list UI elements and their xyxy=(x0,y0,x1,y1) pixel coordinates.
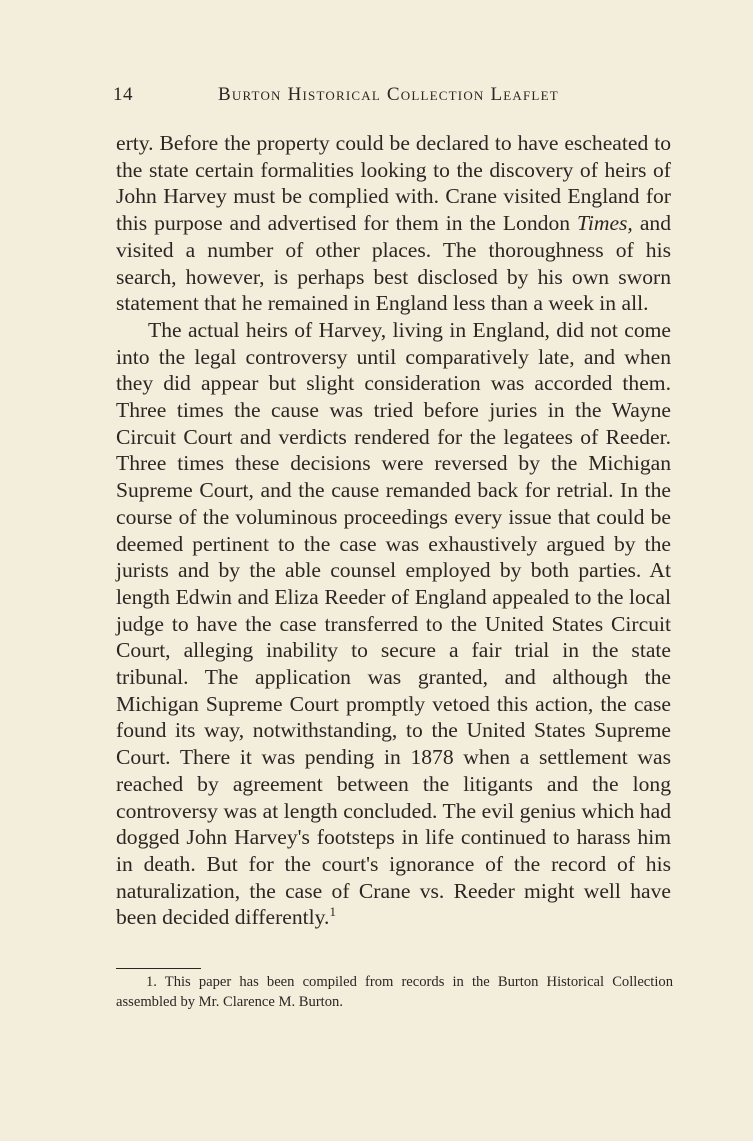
footnote-reference: 1 xyxy=(329,904,336,920)
paragraph-1 xyxy=(116,130,671,317)
footnote xyxy=(116,973,673,1012)
footnote-text: 1. This paper has been compiled from records in the Burton Historical Collection assembled by Mr. Clarence M. Burton. xyxy=(116,974,673,1010)
paragraph-1-end: and visited a number of other places. The thoroughness of his search, however, is perhaps best disclosed by his own sworn statement that he remained in England less than a week in all. xyxy=(116,211,672,316)
paragraph-1-text: erty. Before the property could be declared to have escheated to the state certain formalities looking to the discovery of heirs of John Harvey must be complied with. Crane visited England for this purpose and advertised for them in the London xyxy=(116,131,671,236)
paragraph-2 xyxy=(116,317,671,931)
running-head: Burton Historical Collection Leaflet xyxy=(218,84,559,105)
page-number: 14 xyxy=(113,84,133,105)
footnote-divider xyxy=(116,968,201,969)
paragraph-1-italic: Times, xyxy=(577,211,633,236)
paragraph-2-text: The actual heirs of Harvey, living in England, did not come into the legal controversy until comparatively late, and when they did appear but slight consideration was accorded them. Three times the cause was tried before juries in the Wayne Circuit Court and verdicts rendered for the legatees of Reeder. Three times these decisions were reversed by the Michigan Supreme Court, and the cause remanded back for retrial. In the course of the voluminous proceedings every issue that could be deemed pertinent to the case was exhaustively argued by the jurists and by the able counsel employed by both parties. At length Edwin and Eliza Reeder of England appealed to the local judge to have the case transferred to the United States Circuit Court, alleging inability to secure a fair trial in the state tribunal. The application was granted, and although the Michigan Supreme Court promptly vetoed this action, the case found its way, notwithstanding, to the United States Supreme Court. There it was pending in 1878 when a settlement was reached by agreement between the litigants and the long controversy was at length concluded. The evil genius which had dogged John Harvey's footsteps in life continued to harass him in death. But for the court's ignorance of the record of his naturalization, the case of Crane vs. Reeder might well have been decided differently. xyxy=(116,317,671,930)
body-text xyxy=(116,130,671,931)
page-header xyxy=(113,84,673,110)
